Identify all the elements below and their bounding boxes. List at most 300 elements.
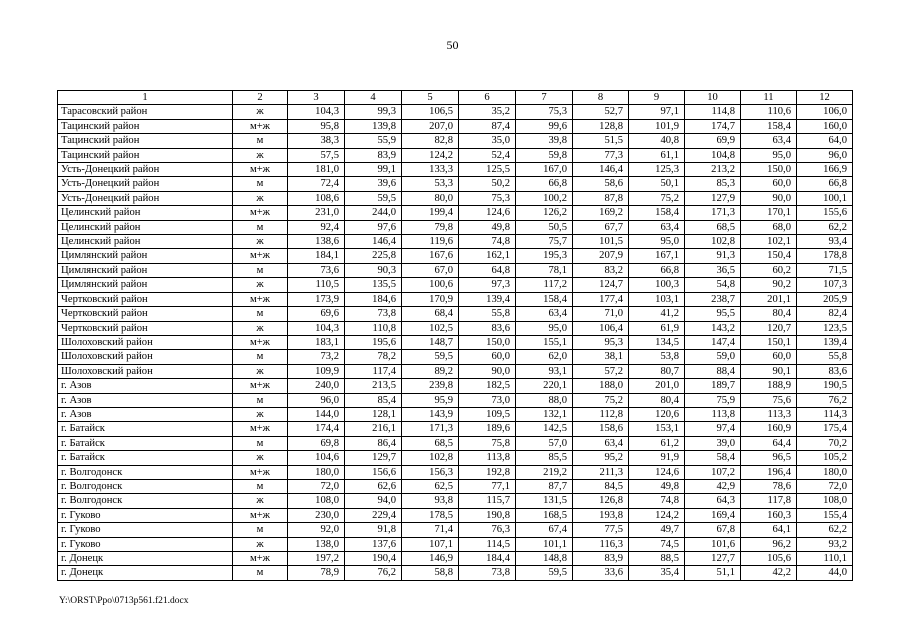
column-header: 12 — [797, 91, 853, 105]
value-cell: 117,4 — [345, 364, 402, 378]
value-cell: 53,3 — [402, 177, 459, 191]
sex-group-cell: м — [233, 523, 288, 537]
value-cell: 62,2 — [797, 220, 853, 234]
table-row — [58, 119, 853, 133]
value-cell: 74,8 — [629, 494, 685, 508]
value-cell: 73,0 — [459, 393, 516, 407]
table-row — [58, 307, 853, 321]
value-cell: 88,5 — [629, 552, 685, 566]
value-cell: 78,1 — [516, 263, 573, 277]
value-cell: 50,2 — [459, 177, 516, 191]
sex-group-cell: ж — [233, 321, 288, 335]
district-name-cell: г. Азов — [58, 393, 233, 407]
value-cell: 125,5 — [459, 163, 516, 177]
value-cell: 138,6 — [288, 235, 345, 249]
value-cell: 42,2 — [741, 566, 797, 580]
value-cell: 110,6 — [741, 105, 797, 119]
value-cell: 61,9 — [629, 321, 685, 335]
value-cell: 174,4 — [288, 422, 345, 436]
value-cell: 158,4 — [741, 119, 797, 133]
value-cell: 105,2 — [797, 451, 853, 465]
value-cell: 33,6 — [573, 566, 629, 580]
value-cell: 117,8 — [741, 494, 797, 508]
value-cell: 100,3 — [629, 278, 685, 292]
file-path-footer: Y:\ORST\Ppo\0713p561.f21.docx — [59, 596, 189, 606]
district-name-cell: Чертковский район — [58, 321, 233, 335]
value-cell: 133,3 — [402, 163, 459, 177]
value-cell: 120,6 — [629, 407, 685, 421]
value-cell: 104,6 — [288, 451, 345, 465]
table-row — [58, 206, 853, 220]
value-cell: 155,6 — [797, 206, 853, 220]
value-cell: 150,0 — [459, 335, 516, 349]
value-cell: 231,0 — [288, 206, 345, 220]
value-cell: 110,5 — [288, 278, 345, 292]
value-cell: 36,5 — [685, 263, 741, 277]
value-cell: 147,4 — [685, 335, 741, 349]
district-name-cell: Цимлянский район — [58, 278, 233, 292]
value-cell: 64,4 — [741, 436, 797, 450]
value-cell: 150,4 — [741, 249, 797, 263]
value-cell: 76,2 — [797, 393, 853, 407]
value-cell: 75,7 — [516, 235, 573, 249]
value-cell: 71,4 — [402, 523, 459, 537]
value-cell: 82,4 — [797, 307, 853, 321]
value-cell: 94,0 — [345, 494, 402, 508]
value-cell: 160,3 — [741, 508, 797, 522]
value-cell: 38,1 — [573, 350, 629, 364]
sex-group-cell: м — [233, 479, 288, 493]
value-cell: 75,3 — [516, 105, 573, 119]
district-name-cell: г. Донецк — [58, 566, 233, 580]
value-cell: 35,0 — [459, 134, 516, 148]
value-cell: 142,5 — [516, 422, 573, 436]
value-cell: 102,8 — [402, 451, 459, 465]
value-cell: 80,0 — [402, 191, 459, 205]
value-cell: 150,0 — [741, 163, 797, 177]
value-cell: 113,8 — [459, 451, 516, 465]
value-cell: 71,0 — [573, 307, 629, 321]
value-cell: 106,4 — [573, 321, 629, 335]
value-cell: 146,9 — [402, 552, 459, 566]
value-cell: 105,6 — [741, 552, 797, 566]
value-cell: 101,5 — [573, 235, 629, 249]
value-cell: 90,3 — [345, 263, 402, 277]
value-cell: 148,8 — [516, 552, 573, 566]
value-cell: 100,6 — [402, 278, 459, 292]
value-cell: 77,5 — [573, 523, 629, 537]
value-cell: 190,4 — [345, 552, 402, 566]
value-cell: 116,3 — [573, 537, 629, 551]
value-cell: 114,5 — [459, 537, 516, 551]
value-cell: 41,2 — [629, 307, 685, 321]
value-cell: 80,4 — [629, 393, 685, 407]
sex-group-cell: м+ж — [233, 163, 288, 177]
sex-group-cell: ж — [233, 235, 288, 249]
value-cell: 135,5 — [345, 278, 402, 292]
sex-group-cell: ж — [233, 148, 288, 162]
sex-group-cell: м — [233, 566, 288, 580]
table-row — [58, 148, 853, 162]
district-name-cell: г. Батайск — [58, 422, 233, 436]
value-cell: 59,0 — [685, 350, 741, 364]
value-cell: 104,8 — [685, 148, 741, 162]
value-cell: 102,5 — [402, 321, 459, 335]
value-cell: 63,4 — [573, 436, 629, 450]
value-cell: 129,7 — [345, 451, 402, 465]
value-cell: 173,9 — [288, 292, 345, 306]
sex-group-cell: ж — [233, 278, 288, 292]
column-header: 1 — [58, 91, 233, 105]
table-row — [58, 537, 853, 551]
value-cell: 167,0 — [516, 163, 573, 177]
district-name-cell: г. Гуково — [58, 508, 233, 522]
value-cell: 75,2 — [629, 191, 685, 205]
district-name-cell: Усть-Донецкий район — [58, 163, 233, 177]
value-cell: 93,1 — [516, 364, 573, 378]
column-header: 6 — [459, 91, 516, 105]
value-cell: 62,6 — [345, 479, 402, 493]
value-cell: 102,1 — [741, 235, 797, 249]
table-row — [58, 465, 853, 479]
value-cell: 53,8 — [629, 350, 685, 364]
district-name-cell: г. Азов — [58, 407, 233, 421]
value-cell: 132,1 — [516, 407, 573, 421]
district-name-cell: Целинский район — [58, 235, 233, 249]
value-cell: 55,8 — [797, 350, 853, 364]
value-cell: 219,2 — [516, 465, 573, 479]
value-cell: 74,8 — [459, 235, 516, 249]
value-cell: 124,7 — [573, 278, 629, 292]
district-name-cell: Шолоховский район — [58, 364, 233, 378]
district-name-cell: г. Волгодонск — [58, 479, 233, 493]
value-cell: 67,0 — [402, 263, 459, 277]
table-row — [58, 407, 853, 421]
sex-group-cell: м — [233, 393, 288, 407]
value-cell: 244,0 — [345, 206, 402, 220]
value-cell: 230,0 — [288, 508, 345, 522]
value-cell: 229,4 — [345, 508, 402, 522]
table-row — [58, 263, 853, 277]
value-cell: 96,0 — [797, 148, 853, 162]
district-name-cell: г. Волгодонск — [58, 465, 233, 479]
value-cell: 63,4 — [516, 307, 573, 321]
value-cell: 143,9 — [402, 407, 459, 421]
value-cell: 107,3 — [797, 278, 853, 292]
value-cell: 156,3 — [402, 465, 459, 479]
value-cell: 83,9 — [573, 552, 629, 566]
value-cell: 76,3 — [459, 523, 516, 537]
value-cell: 78,6 — [741, 479, 797, 493]
column-header: 11 — [741, 91, 797, 105]
value-cell: 78,2 — [345, 350, 402, 364]
table-row — [58, 235, 853, 249]
district-name-cell: Чертковский район — [58, 307, 233, 321]
table-row — [58, 451, 853, 465]
district-name-cell: Шолоховский район — [58, 350, 233, 364]
district-name-cell: Тацинский район — [58, 134, 233, 148]
value-cell: 57,0 — [516, 436, 573, 450]
district-name-cell: Шолоховский район — [58, 335, 233, 349]
value-cell: 238,7 — [685, 292, 741, 306]
value-cell: 125,3 — [629, 163, 685, 177]
value-cell: 38,3 — [288, 134, 345, 148]
table-row — [58, 177, 853, 191]
table-row — [58, 163, 853, 177]
value-cell: 220,1 — [516, 379, 573, 393]
sex-group-cell: м — [233, 177, 288, 191]
value-cell: 49,8 — [459, 220, 516, 234]
value-cell: 86,4 — [345, 436, 402, 450]
value-cell: 64,0 — [797, 134, 853, 148]
column-header: 5 — [402, 91, 459, 105]
column-header: 10 — [685, 91, 741, 105]
value-cell: 95,3 — [573, 335, 629, 349]
value-cell: 213,2 — [685, 163, 741, 177]
value-cell: 67,8 — [685, 523, 741, 537]
value-cell: 239,8 — [402, 379, 459, 393]
value-cell: 44,0 — [797, 566, 853, 580]
value-cell: 73,8 — [459, 566, 516, 580]
district-name-cell: Усть-Донецкий район — [58, 191, 233, 205]
value-cell: 75,8 — [459, 436, 516, 450]
value-cell: 50,5 — [516, 220, 573, 234]
value-cell: 69,9 — [685, 134, 741, 148]
value-cell: 175,4 — [797, 422, 853, 436]
sex-group-cell: ж — [233, 407, 288, 421]
value-cell: 180,0 — [288, 465, 345, 479]
value-cell: 59,5 — [345, 191, 402, 205]
district-name-cell: Цимлянский район — [58, 249, 233, 263]
value-cell: 115,7 — [459, 494, 516, 508]
value-cell: 66,8 — [629, 263, 685, 277]
value-cell: 134,5 — [629, 335, 685, 349]
value-cell: 120,7 — [741, 321, 797, 335]
value-cell: 182,5 — [459, 379, 516, 393]
value-cell: 169,4 — [685, 508, 741, 522]
value-cell: 92,4 — [288, 220, 345, 234]
value-cell: 126,2 — [516, 206, 573, 220]
value-cell: 80,4 — [741, 307, 797, 321]
column-header: 3 — [288, 91, 345, 105]
value-cell: 57,2 — [573, 364, 629, 378]
value-cell: 96,0 — [288, 393, 345, 407]
value-cell: 146,4 — [345, 235, 402, 249]
sex-group-cell: ж — [233, 105, 288, 119]
district-name-cell: г. Батайск — [58, 451, 233, 465]
sex-group-cell: м+ж — [233, 335, 288, 349]
value-cell: 190,8 — [459, 508, 516, 522]
table-row — [58, 278, 853, 292]
table-row — [58, 479, 853, 493]
value-cell: 54,8 — [685, 278, 741, 292]
value-cell: 91,3 — [685, 249, 741, 263]
value-cell: 117,2 — [516, 278, 573, 292]
district-name-cell: г. Гуково — [58, 537, 233, 551]
value-cell: 77,3 — [573, 148, 629, 162]
value-cell: 88,4 — [685, 364, 741, 378]
value-cell: 240,0 — [288, 379, 345, 393]
value-cell: 97,3 — [459, 278, 516, 292]
value-cell: 83,2 — [573, 263, 629, 277]
value-cell: 104,3 — [288, 105, 345, 119]
value-cell: 153,1 — [629, 422, 685, 436]
value-cell: 87,7 — [516, 479, 573, 493]
value-cell: 89,2 — [402, 364, 459, 378]
value-cell: 95,0 — [516, 321, 573, 335]
sex-group-cell: м — [233, 263, 288, 277]
value-cell: 73,8 — [345, 307, 402, 321]
value-cell: 73,6 — [288, 263, 345, 277]
value-cell: 62,2 — [797, 523, 853, 537]
value-cell: 90,1 — [741, 364, 797, 378]
value-cell: 82,8 — [402, 134, 459, 148]
value-cell: 192,8 — [459, 465, 516, 479]
value-cell: 181,0 — [288, 163, 345, 177]
value-cell: 62,0 — [516, 350, 573, 364]
district-name-cell: г. Азов — [58, 379, 233, 393]
value-cell: 69,8 — [288, 436, 345, 450]
value-cell: 184,4 — [459, 552, 516, 566]
value-cell: 114,8 — [685, 105, 741, 119]
value-cell: 35,2 — [459, 105, 516, 119]
district-name-cell: г. Батайск — [58, 436, 233, 450]
value-cell: 95,0 — [629, 235, 685, 249]
value-cell: 59,5 — [402, 350, 459, 364]
value-cell: 160,0 — [797, 119, 853, 133]
value-cell: 70,2 — [797, 436, 853, 450]
value-cell: 95,8 — [288, 119, 345, 133]
value-cell: 104,3 — [288, 321, 345, 335]
value-cell: 201,1 — [741, 292, 797, 306]
value-cell: 72,4 — [288, 177, 345, 191]
value-cell: 69,6 — [288, 307, 345, 321]
value-cell: 178,5 — [402, 508, 459, 522]
value-cell: 114,3 — [797, 407, 853, 421]
district-name-cell: Тацинский район — [58, 148, 233, 162]
value-cell: 127,9 — [685, 191, 741, 205]
value-cell: 106,5 — [402, 105, 459, 119]
value-cell: 72,0 — [797, 479, 853, 493]
value-cell: 131,5 — [516, 494, 573, 508]
value-cell: 40,8 — [629, 134, 685, 148]
table-row — [58, 379, 853, 393]
sex-group-cell: м+ж — [233, 206, 288, 220]
value-cell: 58,4 — [685, 451, 741, 465]
value-cell: 83,9 — [345, 148, 402, 162]
value-cell: 52,4 — [459, 148, 516, 162]
value-cell: 99,6 — [516, 119, 573, 133]
district-name-cell: Цимлянский район — [58, 263, 233, 277]
value-cell: 124,2 — [629, 508, 685, 522]
value-cell: 225,8 — [345, 249, 402, 263]
value-cell: 139,8 — [345, 119, 402, 133]
value-cell: 60,2 — [741, 263, 797, 277]
value-cell: 180,0 — [797, 465, 853, 479]
value-cell: 75,3 — [459, 191, 516, 205]
value-cell: 52,7 — [573, 105, 629, 119]
value-cell: 96,2 — [741, 537, 797, 551]
value-cell: 171,3 — [685, 206, 741, 220]
sex-group-cell: м+ж — [233, 119, 288, 133]
value-cell: 68,0 — [741, 220, 797, 234]
value-cell: 102,8 — [685, 235, 741, 249]
value-cell: 168,5 — [516, 508, 573, 522]
district-name-cell: Чертковский район — [58, 292, 233, 306]
value-cell: 100,2 — [516, 191, 573, 205]
value-cell: 189,6 — [459, 422, 516, 436]
value-cell: 90,0 — [459, 364, 516, 378]
statistics-table — [57, 90, 853, 581]
value-cell: 128,1 — [345, 407, 402, 421]
value-cell: 68,5 — [685, 220, 741, 234]
value-cell: 97,1 — [629, 105, 685, 119]
value-cell: 64,8 — [459, 263, 516, 277]
value-cell: 150,1 — [741, 335, 797, 349]
value-cell: 67,4 — [516, 523, 573, 537]
table-row — [58, 249, 853, 263]
value-cell: 123,5 — [797, 321, 853, 335]
sex-group-cell: ж — [233, 494, 288, 508]
value-cell: 83,6 — [797, 364, 853, 378]
value-cell: 55,9 — [345, 134, 402, 148]
value-cell: 96,5 — [741, 451, 797, 465]
value-cell: 107,1 — [402, 537, 459, 551]
table-row — [58, 292, 853, 306]
value-cell: 112,8 — [573, 407, 629, 421]
value-cell: 109,9 — [288, 364, 345, 378]
value-cell: 124,6 — [629, 465, 685, 479]
value-cell: 107,2 — [685, 465, 741, 479]
value-cell: 128,8 — [573, 119, 629, 133]
value-cell: 55,8 — [459, 307, 516, 321]
value-cell: 189,7 — [685, 379, 741, 393]
value-cell: 88,0 — [516, 393, 573, 407]
value-cell: 156,6 — [345, 465, 402, 479]
value-cell: 92,0 — [288, 523, 345, 537]
value-cell: 97,4 — [685, 422, 741, 436]
district-name-cell: Целинский район — [58, 206, 233, 220]
district-name-cell: Усть-Донецкий район — [58, 177, 233, 191]
value-cell: 158,4 — [516, 292, 573, 306]
sex-group-cell: м+ж — [233, 422, 288, 436]
sex-group-cell: м+ж — [233, 508, 288, 522]
value-cell: 76,2 — [345, 566, 402, 580]
value-cell: 90,0 — [741, 191, 797, 205]
value-cell: 93,2 — [797, 537, 853, 551]
sex-group-cell: ж — [233, 364, 288, 378]
sex-group-cell: м — [233, 307, 288, 321]
value-cell: 146,4 — [573, 163, 629, 177]
value-cell: 148,7 — [402, 335, 459, 349]
value-cell: 101,6 — [685, 537, 741, 551]
value-cell: 184,6 — [345, 292, 402, 306]
value-cell: 139,4 — [797, 335, 853, 349]
table-row — [58, 523, 853, 537]
value-cell: 113,8 — [685, 407, 741, 421]
value-cell: 75,2 — [573, 393, 629, 407]
value-cell: 160,9 — [741, 422, 797, 436]
value-cell: 85,3 — [685, 177, 741, 191]
value-cell: 58,8 — [402, 566, 459, 580]
value-cell: 66,8 — [516, 177, 573, 191]
page-number: 50 — [446, 38, 459, 52]
value-cell: 195,6 — [345, 335, 402, 349]
value-cell: 61,1 — [629, 148, 685, 162]
value-cell: 178,8 — [797, 249, 853, 263]
value-cell: 170,1 — [741, 206, 797, 220]
value-cell: 67,7 — [573, 220, 629, 234]
